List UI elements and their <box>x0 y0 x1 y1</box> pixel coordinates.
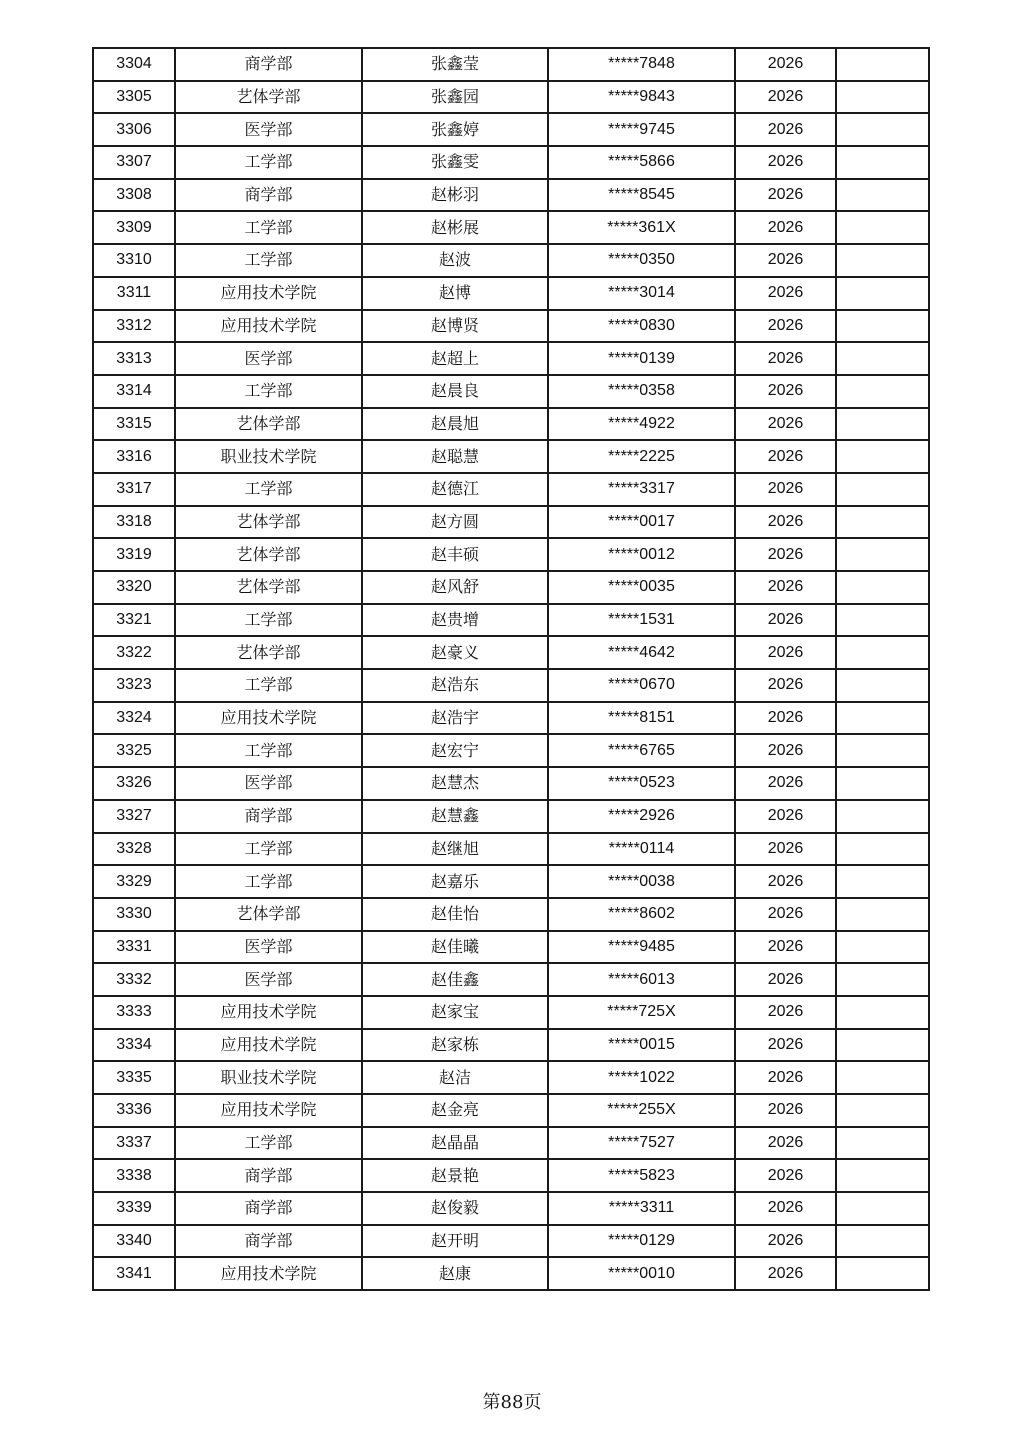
table-row <box>93 963 929 996</box>
department-cell: 医学部 <box>175 767 362 800</box>
department-cell: 应用技术学院 <box>175 310 362 343</box>
row-number-cell: 3319 <box>93 538 175 571</box>
year-cell: 2026 <box>735 473 836 506</box>
table-row <box>93 931 929 964</box>
year-cell: 2026 <box>735 604 836 637</box>
table-row <box>93 865 929 898</box>
department-cell: 工学部 <box>175 375 362 408</box>
department-cell: 医学部 <box>175 342 362 375</box>
remark-cell <box>836 342 929 375</box>
remark-cell <box>836 506 929 539</box>
roster-table <box>92 47 930 1291</box>
table-row <box>93 833 929 866</box>
table-row <box>93 48 929 81</box>
row-number-cell: 3329 <box>93 865 175 898</box>
student-name-cell: 赵佳曦 <box>362 931 548 964</box>
row-number-cell: 3331 <box>93 931 175 964</box>
remark-cell <box>836 473 929 506</box>
department-cell: 工学部 <box>175 244 362 277</box>
remark-cell <box>836 702 929 735</box>
id-number-cell: *****0358 <box>548 375 735 408</box>
student-name-cell: 赵景艳 <box>362 1159 548 1192</box>
table-row <box>93 506 929 539</box>
row-number-cell: 3311 <box>93 277 175 310</box>
table-row <box>93 800 929 833</box>
id-number-cell: *****0017 <box>548 506 735 539</box>
row-number-cell: 3313 <box>93 342 175 375</box>
remark-cell <box>836 767 929 800</box>
student-name-cell: 赵家宝 <box>362 996 548 1029</box>
year-cell: 2026 <box>735 963 836 996</box>
student-name-cell: 赵方圆 <box>362 506 548 539</box>
department-cell: 工学部 <box>175 211 362 244</box>
id-number-cell: *****8545 <box>548 179 735 212</box>
table-row <box>93 538 929 571</box>
id-number-cell: *****2926 <box>548 800 735 833</box>
remark-cell <box>836 865 929 898</box>
remark-cell <box>836 408 929 441</box>
year-cell: 2026 <box>735 1257 836 1290</box>
department-cell: 工学部 <box>175 734 362 767</box>
id-number-cell: *****9485 <box>548 931 735 964</box>
row-number-cell: 3330 <box>93 898 175 931</box>
student-name-cell: 赵开明 <box>362 1225 548 1258</box>
student-name-cell: 赵金亮 <box>362 1094 548 1127</box>
row-number-cell: 3325 <box>93 734 175 767</box>
table-row <box>93 669 929 702</box>
table-row <box>93 1061 929 1094</box>
student-name-cell: 赵超上 <box>362 342 548 375</box>
department-cell: 应用技术学院 <box>175 1094 362 1127</box>
remark-cell <box>836 1257 929 1290</box>
id-number-cell: *****6013 <box>548 963 735 996</box>
student-name-cell: 赵聪慧 <box>362 440 548 473</box>
year-cell: 2026 <box>735 833 836 866</box>
table-row <box>93 211 929 244</box>
row-number-cell: 3333 <box>93 996 175 1029</box>
remark-cell <box>836 800 929 833</box>
student-name-cell: 赵康 <box>362 1257 548 1290</box>
table-row <box>93 1257 929 1290</box>
remark-cell <box>836 833 929 866</box>
remark-cell <box>836 604 929 637</box>
table-row <box>93 310 929 343</box>
table-row <box>93 1192 929 1225</box>
remark-cell <box>836 211 929 244</box>
id-number-cell: *****9843 <box>548 81 735 114</box>
table-row <box>93 277 929 310</box>
page-number: 第88页 <box>482 1392 542 1413</box>
year-cell: 2026 <box>735 800 836 833</box>
department-cell: 艺体学部 <box>175 81 362 114</box>
department-cell: 工学部 <box>175 473 362 506</box>
department-cell: 医学部 <box>175 963 362 996</box>
table-row <box>93 81 929 114</box>
year-cell: 2026 <box>735 1061 836 1094</box>
row-number-cell: 3341 <box>93 1257 175 1290</box>
id-number-cell: *****0035 <box>548 571 735 604</box>
department-cell: 艺体学部 <box>175 506 362 539</box>
table-row <box>93 702 929 735</box>
table-row <box>93 244 929 277</box>
student-name-cell: 赵佳怡 <box>362 898 548 931</box>
id-number-cell: *****4922 <box>548 408 735 441</box>
department-cell: 工学部 <box>175 669 362 702</box>
id-number-cell: *****9745 <box>548 113 735 146</box>
remark-cell <box>836 179 929 212</box>
row-number-cell: 3317 <box>93 473 175 506</box>
remark-cell <box>836 440 929 473</box>
student-name-cell: 张鑫雯 <box>362 146 548 179</box>
student-name-cell: 赵博 <box>362 277 548 310</box>
year-cell: 2026 <box>735 211 836 244</box>
department-cell: 艺体学部 <box>175 571 362 604</box>
table-row <box>93 1127 929 1160</box>
row-number-cell: 3328 <box>93 833 175 866</box>
student-name-cell: 赵浩宇 <box>362 702 548 735</box>
remark-cell <box>836 1159 929 1192</box>
id-number-cell: *****4642 <box>548 636 735 669</box>
id-number-cell: *****0010 <box>548 1257 735 1290</box>
roster-body <box>93 48 929 1290</box>
year-cell: 2026 <box>735 996 836 1029</box>
row-number-cell: 3323 <box>93 669 175 702</box>
remark-cell <box>836 734 929 767</box>
row-number-cell: 3315 <box>93 408 175 441</box>
id-number-cell: *****7527 <box>548 1127 735 1160</box>
row-number-cell: 3322 <box>93 636 175 669</box>
row-number-cell: 3305 <box>93 81 175 114</box>
department-cell: 艺体学部 <box>175 538 362 571</box>
year-cell: 2026 <box>735 1094 836 1127</box>
id-number-cell: *****0012 <box>548 538 735 571</box>
table-row <box>93 898 929 931</box>
year-cell: 2026 <box>735 865 836 898</box>
row-number-cell: 3307 <box>93 146 175 179</box>
student-name-cell: 赵晨旭 <box>362 408 548 441</box>
year-cell: 2026 <box>735 277 836 310</box>
year-cell: 2026 <box>735 767 836 800</box>
student-name-cell: 张鑫婷 <box>362 113 548 146</box>
table-row <box>93 146 929 179</box>
id-number-cell: *****5823 <box>548 1159 735 1192</box>
year-cell: 2026 <box>735 1029 836 1062</box>
year-cell: 2026 <box>735 48 836 81</box>
table-row <box>93 604 929 637</box>
row-number-cell: 3332 <box>93 963 175 996</box>
table-row <box>93 1159 929 1192</box>
student-name-cell: 赵豪义 <box>362 636 548 669</box>
year-cell: 2026 <box>735 342 836 375</box>
department-cell: 医学部 <box>175 931 362 964</box>
department-cell: 艺体学部 <box>175 636 362 669</box>
department-cell: 商学部 <box>175 179 362 212</box>
department-cell: 工学部 <box>175 1127 362 1160</box>
year-cell: 2026 <box>735 538 836 571</box>
remark-cell <box>836 931 929 964</box>
student-name-cell: 赵继旭 <box>362 833 548 866</box>
id-number-cell: *****7848 <box>548 48 735 81</box>
id-number-cell: *****5866 <box>548 146 735 179</box>
row-number-cell: 3306 <box>93 113 175 146</box>
student-name-cell: 赵贵增 <box>362 604 548 637</box>
id-number-cell: *****6765 <box>548 734 735 767</box>
remark-cell <box>836 1061 929 1094</box>
department-cell: 商学部 <box>175 1225 362 1258</box>
id-number-cell: *****0670 <box>548 669 735 702</box>
row-number-cell: 3318 <box>93 506 175 539</box>
remark-cell <box>836 669 929 702</box>
table-row <box>93 179 929 212</box>
row-number-cell: 3310 <box>93 244 175 277</box>
row-number-cell: 3316 <box>93 440 175 473</box>
row-number-cell: 3309 <box>93 211 175 244</box>
id-number-cell: *****0139 <box>548 342 735 375</box>
year-cell: 2026 <box>735 408 836 441</box>
table-row <box>93 440 929 473</box>
department-cell: 应用技术学院 <box>175 277 362 310</box>
student-name-cell: 赵晨良 <box>362 375 548 408</box>
year-cell: 2026 <box>735 81 836 114</box>
remark-cell <box>836 310 929 343</box>
id-number-cell: *****0830 <box>548 310 735 343</box>
year-cell: 2026 <box>735 931 836 964</box>
student-name-cell: 赵波 <box>362 244 548 277</box>
row-number-cell: 3312 <box>93 310 175 343</box>
id-number-cell: *****0350 <box>548 244 735 277</box>
department-cell: 工学部 <box>175 604 362 637</box>
table-row <box>93 767 929 800</box>
department-cell: 应用技术学院 <box>175 996 362 1029</box>
department-cell: 应用技术学院 <box>175 702 362 735</box>
student-name-cell: 赵风舒 <box>362 571 548 604</box>
student-name-cell: 张鑫园 <box>362 81 548 114</box>
year-cell: 2026 <box>735 440 836 473</box>
id-number-cell: *****3311 <box>548 1192 735 1225</box>
remark-cell <box>836 1225 929 1258</box>
remark-cell <box>836 636 929 669</box>
student-name-cell: 赵佳鑫 <box>362 963 548 996</box>
remark-cell <box>836 1192 929 1225</box>
department-cell: 商学部 <box>175 800 362 833</box>
remark-cell <box>836 898 929 931</box>
row-number-cell: 3336 <box>93 1094 175 1127</box>
table-row <box>93 1094 929 1127</box>
row-number-cell: 3334 <box>93 1029 175 1062</box>
year-cell: 2026 <box>735 113 836 146</box>
row-number-cell: 3321 <box>93 604 175 637</box>
year-cell: 2026 <box>735 244 836 277</box>
department-cell: 应用技术学院 <box>175 1257 362 1290</box>
department-cell: 商学部 <box>175 1192 362 1225</box>
year-cell: 2026 <box>735 146 836 179</box>
id-number-cell: *****8151 <box>548 702 735 735</box>
department-cell: 职业技术学院 <box>175 440 362 473</box>
year-cell: 2026 <box>735 1192 836 1225</box>
id-number-cell: *****0038 <box>548 865 735 898</box>
remark-cell <box>836 1029 929 1062</box>
student-name-cell: 赵宏宁 <box>362 734 548 767</box>
table-row <box>93 734 929 767</box>
row-number-cell: 3324 <box>93 702 175 735</box>
table-row <box>93 375 929 408</box>
remark-cell <box>836 48 929 81</box>
year-cell: 2026 <box>735 1225 836 1258</box>
student-name-cell: 赵慧鑫 <box>362 800 548 833</box>
row-number-cell: 3337 <box>93 1127 175 1160</box>
student-name-cell: 赵彬羽 <box>362 179 548 212</box>
remark-cell <box>836 277 929 310</box>
id-number-cell: *****2225 <box>548 440 735 473</box>
year-cell: 2026 <box>735 734 836 767</box>
id-number-cell: *****1022 <box>548 1061 735 1094</box>
id-number-cell: *****3317 <box>548 473 735 506</box>
student-name-cell: 赵嘉乐 <box>362 865 548 898</box>
row-number-cell: 3308 <box>93 179 175 212</box>
row-number-cell: 3335 <box>93 1061 175 1094</box>
department-cell: 商学部 <box>175 48 362 81</box>
department-cell: 工学部 <box>175 833 362 866</box>
department-cell: 应用技术学院 <box>175 1029 362 1062</box>
student-name-cell: 赵俊毅 <box>362 1192 548 1225</box>
table-row <box>93 1225 929 1258</box>
row-number-cell: 3327 <box>93 800 175 833</box>
remark-cell <box>836 571 929 604</box>
remark-cell <box>836 1127 929 1160</box>
remark-cell <box>836 996 929 1029</box>
student-name-cell: 赵晶晶 <box>362 1127 548 1160</box>
year-cell: 2026 <box>735 669 836 702</box>
year-cell: 2026 <box>735 506 836 539</box>
department-cell: 医学部 <box>175 113 362 146</box>
remark-cell <box>836 538 929 571</box>
remark-cell <box>836 1094 929 1127</box>
department-cell: 艺体学部 <box>175 408 362 441</box>
table-row <box>93 342 929 375</box>
id-number-cell: *****255X <box>548 1094 735 1127</box>
year-cell: 2026 <box>735 1127 836 1160</box>
table-row <box>93 113 929 146</box>
year-cell: 2026 <box>735 310 836 343</box>
table-row <box>93 636 929 669</box>
table-row <box>93 473 929 506</box>
year-cell: 2026 <box>735 1159 836 1192</box>
remark-cell <box>836 146 929 179</box>
id-number-cell: *****1531 <box>548 604 735 637</box>
id-number-cell: *****0015 <box>548 1029 735 1062</box>
id-number-cell: *****3014 <box>548 277 735 310</box>
row-number-cell: 3338 <box>93 1159 175 1192</box>
table-row <box>93 1029 929 1062</box>
year-cell: 2026 <box>735 898 836 931</box>
remark-cell <box>836 113 929 146</box>
row-number-cell: 3339 <box>93 1192 175 1225</box>
remark-cell <box>836 375 929 408</box>
student-name-cell: 赵洁 <box>362 1061 548 1094</box>
department-cell: 工学部 <box>175 146 362 179</box>
student-name-cell: 赵博贤 <box>362 310 548 343</box>
department-cell: 职业技术学院 <box>175 1061 362 1094</box>
student-name-cell: 赵丰硕 <box>362 538 548 571</box>
department-cell: 艺体学部 <box>175 898 362 931</box>
department-cell: 商学部 <box>175 1159 362 1192</box>
student-name-cell: 张鑫莹 <box>362 48 548 81</box>
year-cell: 2026 <box>735 571 836 604</box>
id-number-cell: *****361X <box>548 211 735 244</box>
student-name-cell: 赵彬展 <box>362 211 548 244</box>
table-row <box>93 571 929 604</box>
remark-cell <box>836 244 929 277</box>
row-number-cell: 3314 <box>93 375 175 408</box>
department-cell: 工学部 <box>175 865 362 898</box>
student-name-cell: 赵德江 <box>362 473 548 506</box>
student-name-cell: 赵慧杰 <box>362 767 548 800</box>
id-number-cell: *****0129 <box>548 1225 735 1258</box>
id-number-cell: *****0114 <box>548 833 735 866</box>
id-number-cell: *****0523 <box>548 767 735 800</box>
table-row <box>93 408 929 441</box>
table-row <box>93 996 929 1029</box>
row-number-cell: 3304 <box>93 48 175 81</box>
id-number-cell: *****8602 <box>548 898 735 931</box>
row-number-cell: 3340 <box>93 1225 175 1258</box>
year-cell: 2026 <box>735 636 836 669</box>
remark-cell <box>836 81 929 114</box>
id-number-cell: *****725X <box>548 996 735 1029</box>
row-number-cell: 3326 <box>93 767 175 800</box>
year-cell: 2026 <box>735 702 836 735</box>
remark-cell <box>836 963 929 996</box>
student-name-cell: 赵家栋 <box>362 1029 548 1062</box>
row-number-cell: 3320 <box>93 571 175 604</box>
student-name-cell: 赵浩东 <box>362 669 548 702</box>
year-cell: 2026 <box>735 375 836 408</box>
year-cell: 2026 <box>735 179 836 212</box>
